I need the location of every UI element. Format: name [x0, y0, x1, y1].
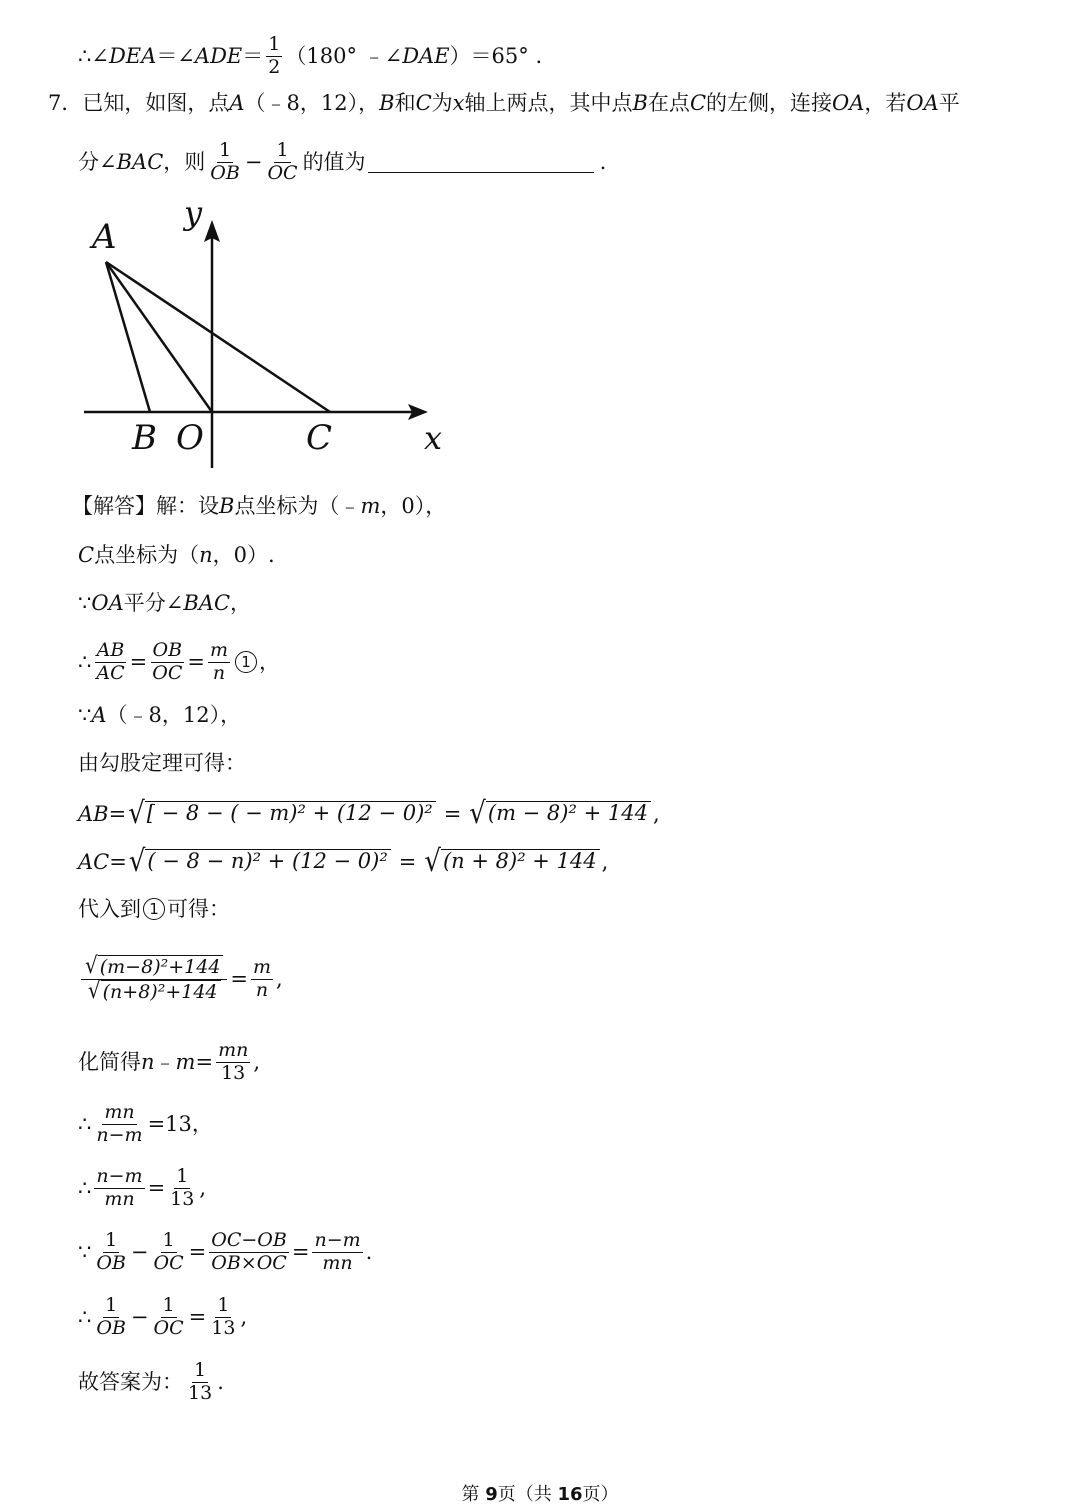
solution-line-11: [78, 1040, 260, 1085]
fraction-1-ob: $\frac{1}{OB}$: [210, 139, 240, 184]
radical-sign: √: [85, 950, 98, 979]
text: ＝: [242, 43, 264, 68]
radical-sign: √: [128, 796, 145, 832]
text: （﹣8，12），: [106, 703, 242, 727]
fraction-1-oc: $\frac{1}{OC}$: [153, 1229, 184, 1274]
therefore-symbol: ∴: [78, 1175, 92, 1200]
equals-sign: =: [195, 1049, 214, 1074]
text: 化简得: [78, 1049, 141, 1074]
minus-sign: −: [244, 149, 263, 174]
solution-line-4: [78, 640, 280, 685]
point-label: C: [78, 543, 95, 567]
angle-label: BAC: [116, 149, 164, 174]
text: （180° ﹣∠: [285, 43, 403, 68]
text: .: [217, 1369, 224, 1394]
text: ﹣: [154, 1049, 176, 1074]
text: ,: [276, 966, 283, 991]
equals-sign: =: [188, 1239, 207, 1264]
equals-sign: =: [188, 1304, 207, 1329]
variable: n: [141, 1049, 155, 1074]
text: ,: [199, 1175, 207, 1200]
fraction-1-oc: $\frac{1}{OC}$: [267, 139, 298, 184]
point-label: C: [689, 91, 707, 115]
text: 和: [394, 91, 416, 115]
minus-sign: −: [130, 1304, 149, 1329]
point-label: C: [415, 91, 432, 115]
fraction-n-minus-m-mn: $\frac{n-m}{mn}$: [314, 1229, 361, 1274]
fraction-ob-oc: $\frac{OB}{OC}$: [152, 639, 183, 684]
sqrt-expression: √ (n+8)²+144: [88, 980, 221, 1004]
solution-line-ab: [78, 796, 660, 832]
fraction-half: $\frac{1}{2}$: [268, 33, 281, 78]
point-label: A: [91, 703, 107, 727]
therefore-symbol: ∴: [78, 1111, 92, 1136]
radical-sign: √: [87, 975, 101, 1004]
text: 【解答】解：设: [72, 494, 219, 518]
text: ，: [230, 591, 252, 615]
fraction-mn-n-minus-m: $\frac{mn}{n-m}$: [96, 1101, 143, 1146]
text: 代入到: [78, 896, 141, 921]
point-label: B: [632, 91, 648, 115]
therefore-symbol: ∴: [78, 649, 92, 674]
fraction-sqrt-ratio: [81, 950, 227, 1004]
question-7-line-1: [48, 93, 960, 114]
text: 页（共: [497, 1484, 558, 1505]
equals-sign: =: [108, 801, 127, 826]
equals-sign: =: [291, 1239, 310, 1264]
fraction-1-13: $\frac{1}{13}$: [211, 1294, 236, 1339]
circled-one-icon: 1: [235, 651, 257, 673]
radical-sign: √: [424, 844, 441, 880]
fraction-1-ob: $\frac{1}{OB}$: [96, 1294, 126, 1339]
solution-line-15: [78, 1295, 247, 1340]
text: 第: [461, 1484, 486, 1505]
segment-label: AC: [78, 849, 110, 874]
fraction-1-13: $\frac{1}{13}$: [170, 1165, 195, 1210]
text: 故答案为：: [78, 1369, 183, 1394]
variable: n: [199, 543, 213, 567]
text: 可得：: [167, 896, 230, 921]
total-pages: 16: [557, 1484, 583, 1505]
fraction-m-n: $\frac{m}{n}$: [209, 639, 229, 684]
sqrt-expression: √ (m − 8)² + 144: [469, 801, 651, 827]
segment-label: OA: [832, 91, 865, 115]
equals-sign: =: [230, 966, 249, 991]
fraction-mn-13: $\frac{mn}{13}$: [218, 1039, 249, 1084]
answer-blank: [368, 152, 594, 173]
sqrt-expression: √ ( − 8 − n)² + (12 − 0)²: [129, 849, 391, 875]
solution-line-9: [78, 898, 230, 920]
label-a: A: [92, 217, 117, 257]
text: .: [365, 1239, 373, 1264]
point-label: A: [229, 91, 245, 115]
text: .: [599, 149, 607, 174]
angle-label: BAC: [183, 591, 231, 615]
text: ）＝65° .: [449, 43, 543, 68]
text: ,: [240, 1304, 248, 1329]
text: 为: [431, 91, 453, 115]
segment-ao: [106, 262, 212, 412]
minus-sign: −: [130, 1239, 149, 1264]
page-footer: [0, 1480, 1080, 1506]
sqrt-expression: √ [ − 8 − ( − m)² + (12 − 0)²: [128, 801, 435, 827]
fraction-1-oc: $\frac{1}{OC}$: [153, 1294, 184, 1339]
segment-label: OA: [91, 591, 124, 615]
text: ＝∠: [156, 43, 195, 68]
variable: m: [360, 494, 381, 518]
fraction-ab-ac: $\frac{AB}{AC}$: [96, 639, 125, 684]
solution-line-14: [78, 1230, 372, 1275]
equals-sign: =: [147, 1175, 166, 1200]
angle-dea: DEA: [108, 43, 157, 68]
because-symbol: ∵: [78, 591, 92, 615]
solution-line-3: [78, 593, 251, 614]
text: ，则: [163, 149, 206, 174]
text: 页）: [582, 1484, 619, 1505]
text: ，0）.: [212, 543, 275, 567]
solution-line-10: [78, 950, 283, 1004]
equals-sign: =: [109, 849, 127, 874]
solution-line-12: [78, 1102, 213, 1147]
equals-sign: =: [398, 849, 417, 874]
label-o: O: [176, 418, 204, 458]
text: （﹣8，12），: [244, 91, 380, 115]
text: ，0），: [380, 494, 447, 518]
coordinate-diagram: [78, 196, 458, 476]
text: ，若: [864, 91, 907, 115]
therefore-symbol: ∴: [78, 1304, 92, 1329]
equals-sign: =: [187, 649, 205, 674]
label-y: y: [184, 196, 203, 232]
angle-dae: DAE: [402, 43, 450, 68]
solution-line-6: [78, 753, 246, 774]
numerator: [81, 950, 227, 980]
equals-sign: =: [129, 649, 148, 674]
variable: m: [175, 1049, 196, 1074]
solution-line-5: [78, 705, 241, 726]
sqrt-expression: √ (m−8)²+144: [85, 955, 223, 979]
text: ,: [253, 1049, 261, 1074]
segment-ab: [106, 262, 150, 412]
text: 的值为: [302, 149, 366, 174]
question-number: 7．: [48, 91, 83, 115]
text: 由勾股定理可得：: [78, 751, 246, 775]
because-symbol: ∵: [78, 1239, 92, 1264]
segment-ac: [106, 262, 330, 412]
text: 平分∠: [123, 591, 184, 615]
denominator: [84, 975, 225, 1004]
segment-label: OA: [906, 91, 939, 115]
text: 平: [938, 91, 960, 115]
text: 轴上两点，其中点: [464, 91, 633, 115]
sqrt-expression: √ (n + 8)² + 144: [424, 849, 599, 875]
text: ,: [652, 801, 660, 826]
solution-line-2: [78, 545, 275, 566]
radical-sign: √: [128, 844, 146, 880]
solution-line-1: [72, 496, 446, 517]
axis-name: x: [452, 91, 465, 115]
fraction-1-ob: $\frac{1}{OB}$: [96, 1229, 126, 1274]
angle-ade: ADE: [194, 43, 243, 68]
page-number: 9: [485, 1484, 498, 1505]
radical-sign: √: [469, 796, 486, 832]
point-label: B: [379, 91, 395, 115]
fraction-oc-minus-ob: $\frac{OC-OB}{OB\times OC}$: [211, 1229, 287, 1274]
fraction-1-13: $\frac{1}{13}$: [188, 1359, 213, 1404]
text: 分∠: [78, 149, 117, 174]
therefore-angle: ∴∠: [78, 43, 109, 68]
solution-line-13: [78, 1166, 206, 1211]
circled-one-icon: 1: [143, 898, 165, 920]
text: ,: [601, 849, 609, 874]
point-label: B: [219, 494, 235, 518]
text: ，: [259, 649, 281, 674]
equals-sign: =: [443, 801, 462, 826]
because-symbol: ∵: [78, 703, 92, 727]
text: =13，: [147, 1111, 213, 1136]
segment-label: AB: [78, 801, 109, 826]
text: 点坐标为（﹣: [234, 494, 361, 518]
label-c: C: [306, 418, 333, 458]
top-equation-line: [78, 34, 542, 79]
text: 点坐标为（: [94, 543, 200, 567]
text: 在点: [647, 91, 690, 115]
text: 的左侧，连接: [706, 91, 833, 115]
solution-line-ac: [78, 844, 609, 880]
fraction-n-minus-m-mn: $\frac{n-m}{mn}$: [96, 1165, 143, 1210]
question-7-line-2: [78, 140, 606, 185]
solution-answer-line: [78, 1360, 224, 1405]
fraction-m-n: $\frac{m}{n}$: [253, 956, 272, 1001]
text: 已知，如图，点: [82, 91, 230, 115]
label-b: B: [132, 418, 157, 458]
label-x: x: [424, 419, 443, 457]
